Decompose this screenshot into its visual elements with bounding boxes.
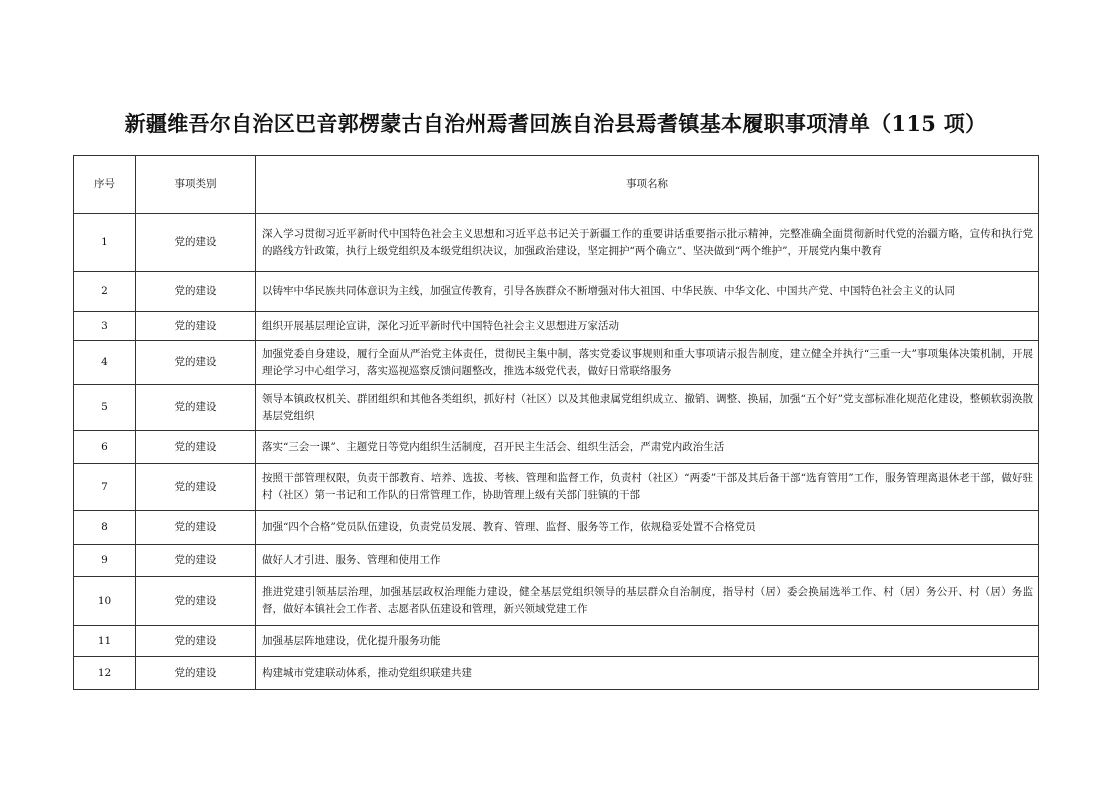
row-name: 加强“四个合格”党员队伍建设，负责党员发展、教育、管理、监督、服务等工作，依规稳妥处置不合格党员 — [256, 511, 1039, 545]
row-category: 党的建设 — [136, 657, 256, 690]
row-name: 构建城市党建联动体系，推动党组织联建共建 — [256, 657, 1039, 690]
row-category: 党的建设 — [136, 511, 256, 545]
table-row — [74, 626, 1039, 657]
row-name: 组织开展基层理论宣讲，深化习近平新时代中国特色社会主义思想进万家活动 — [256, 312, 1039, 341]
row-index: 7 — [74, 464, 136, 511]
row-name: 做好人才引进、服务、管理和使用工作 — [256, 545, 1039, 577]
row-category: 党的建设 — [136, 341, 256, 385]
table-row — [74, 545, 1039, 577]
row-index: 4 — [74, 341, 136, 385]
row-index: 8 — [74, 511, 136, 545]
row-name: 以铸牢中华民族共同体意识为主线，加强宣传教育，引导各族群众不断增强对伟大祖国、中华民族、中华文化、中国共产党、中国特色社会主义的认同 — [256, 272, 1039, 312]
row-name: 推进党建引领基层治理，加强基层政权治理能力建设，健全基层党组织领导的基层群众自治制度，指导村（居）委会换届选举工作、村（居）务公开、村（居）务监督，做好本镇社会工作者、志愿者队伍建设和管理，新兴领域党建工作 — [256, 577, 1039, 626]
header-index: 序号 — [74, 156, 136, 214]
duty-table — [73, 155, 1039, 690]
table-row — [74, 577, 1039, 626]
table-row — [74, 511, 1039, 545]
row-category: 党的建设 — [136, 431, 256, 464]
table-row — [74, 431, 1039, 464]
row-category: 党的建设 — [136, 272, 256, 312]
table-row — [74, 341, 1039, 385]
row-index: 6 — [74, 431, 136, 464]
table-row — [74, 385, 1039, 431]
row-category: 党的建设 — [136, 545, 256, 577]
row-name: 深入学习贯彻习近平新时代中国特色社会主义思想和习近平总书记关于新疆工作的重要讲话重要指示批示精神，完整准确全面贯彻新时代党的治疆方略，宣传和执行党的路线方针政策，执行上级党组织及本级党组织决议，加强政治建设，坚定拥护“两个确立”、坚决做到“两个维护”，开展党内集中教育 — [256, 214, 1039, 272]
row-name: 加强党委自身建设，履行全面从严治党主体责任，贯彻民主集中制，落实党委议事规则和重大事项请示报告制度，建立健全并执行“三重一大”事项集体决策机制，开展理论学习中心组学习，落实巡视巡察反馈问题整改，推选本级党代表，做好日常联络服务 — [256, 341, 1039, 385]
row-index: 3 — [74, 312, 136, 341]
header-name: 事项名称 — [256, 156, 1039, 214]
row-category: 党的建设 — [136, 626, 256, 657]
row-category: 党的建设 — [136, 577, 256, 626]
table-row — [74, 464, 1039, 511]
row-index: 11 — [74, 626, 136, 657]
row-index: 2 — [74, 272, 136, 312]
table-header-row — [74, 156, 1039, 214]
row-category: 党的建设 — [136, 312, 256, 341]
row-category: 党的建设 — [136, 464, 256, 511]
row-category: 党的建设 — [136, 385, 256, 431]
table-row — [74, 214, 1039, 272]
page-title: 新疆维吾尔自治区巴音郭楞蒙古自治州焉耆回族自治县焉耆镇基本履职事项清单（115 项） — [124, 111, 987, 136]
row-index: 10 — [74, 577, 136, 626]
row-name: 落实“三会一课”、主题党日等党内组织生活制度，召开民主生活会、组织生活会，严肃党内政治生活 — [256, 431, 1039, 464]
table-row — [74, 312, 1039, 341]
row-index: 9 — [74, 545, 136, 577]
row-name: 按照干部管理权限，负责干部教育、培养、选拔、考核、管理和监督工作，负责村（社区）“两委”干部及其后备干部“选育管用”工作，服务管理离退休老干部，做好驻村（社区）第一书记和工作队的日常管理工作，协助管理上级有关部门驻镇的干部 — [256, 464, 1039, 511]
row-index: 12 — [74, 657, 136, 690]
table-row — [74, 272, 1039, 312]
row-name: 加强基层阵地建设，优化提升服务功能 — [256, 626, 1039, 657]
header-category: 事项类别 — [136, 156, 256, 214]
row-category: 党的建设 — [136, 214, 256, 272]
table-row — [74, 657, 1039, 690]
row-index: 5 — [74, 385, 136, 431]
row-index: 1 — [74, 214, 136, 272]
row-name: 领导本镇政权机关、群团组织和其他各类组织，抓好村（社区）以及其他隶属党组织成立、撤销、调整、换届，加强“五个好”党支部标准化规范化建设，整顿软弱涣散基层党组织 — [256, 385, 1039, 431]
